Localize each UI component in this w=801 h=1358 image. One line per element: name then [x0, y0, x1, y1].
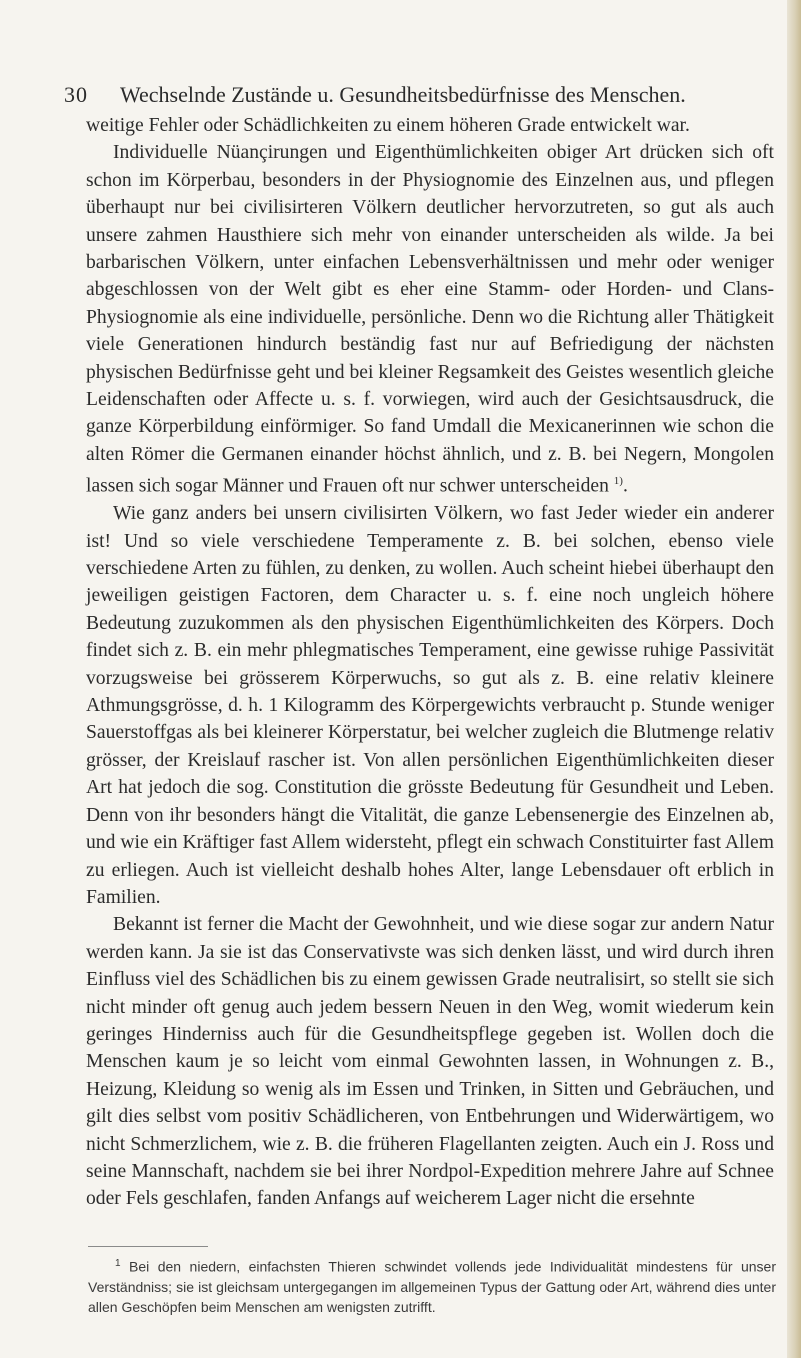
- running-head: Wechselnde Zustände u. Gesundheitsbedürfnisse des Menschen.: [120, 82, 686, 107]
- page-edge-shadow: [787, 0, 801, 1358]
- paragraph-text: Individuelle Nüançirungen und Eigenthümlichkeiten obiger Art drücken sich oft schon im Körperbau, besonders in der Physiognomie des Einzelnen aus, und pflegen überhaupt nur bei civilisirteren Völkern deutlicher hervorzutreten, so gut als auch unsere zahmen Hausthiere sich mehr von einander unterscheiden als wilde. Ja bei barbarischen Völkern, unter einfachen Lebensverhältnissen und mehr oder weniger abgeschlossen von der Welt gibt es eher eine Stamm- oder Horden- und Clans-Physiognomie als eine individuelle, persönliche. Denn wo die Richtung aller Thätigkeit viele Generationen hindurch beständig fast nur auf Befriedigung der nächsten physischen Bedürfnisse geht und bei kleiner Regsamkeit des Geistes wesentlich gleiche Leidenschaften oder Affecte u. s. f. vorwiegen, wird auch der Gesichtsausdruck, die ganze Körperbildung einförmiger. So fand Umdall die Mexicanerinnen wie schon die alten Römer die Germanen einander höchst ähnlich, und z. B. bei Negern, Mongolen lassen sich sogar Männer und Frauen oft nur schwer unterscheiden: [86, 142, 774, 497]
- footnote-text: Bei den niedern, einfachsten Thieren schwindet vollends jede Individualität mindestens für unser Verständniss; sie ist gleichsam untergegangen im allgemeinen Typus der Gattung oder Art, während dies unter allen Geschöpfen beim Menschen am wenigsten zutrifft.: [88, 1258, 776, 1315]
- body-text: [86, 112, 774, 1213]
- paragraph: [86, 139, 774, 500]
- paragraph-continuation: weitige Fehler oder Schädlichkeiten zu einem höheren Grade entwickelt war.: [86, 115, 690, 136]
- footnote-mark: 1: [115, 1258, 121, 1269]
- period: .: [622, 475, 628, 497]
- footnote-reference: 1): [613, 475, 623, 488]
- footnote-divider: [88, 1246, 208, 1247]
- footnotes: [88, 1254, 776, 1317]
- page-number: 30: [64, 82, 88, 107]
- paragraph: Wie ganz anders bei unsern civilisirten Völkern, wo fast Jeder wieder ein anderer ist! Und so viele verschiedene Temperamente z. B. bei solchen, ebenso viele verschiedene Arten zu fühlen, zu denken, zu wollen. Auch scheint hiebei überhaupt den jeweiligen geistigen Factoren, dem Character u. s. f. eine noch ungleich höhere Bedeutung zuzukommen als den physischen Eigenthümlichkeiten des Körpers. Doch findet sich z. B. ein mehr phlegmatisches Temperament, eine gewisse ruhige Passivität vorzugsweise bei grösserem Körperwuchs, so gut als z. B. eine relativ kleinere Athmungsgrösse, d. h. 1 Kilogramm des Körpergewichts verbraucht p. Stunde weniger Sauerstoffgas als bei kleinerer Körperstatur, bei welcher zugleich die Blutmenge relativ grösser, der Kreislauf rascher ist. Von allen persönlichen Eigenthümlichkeiten dieser Art hat jedoch die sog. Constitution die grösste Bedeutung für Gesundheit und Leben. Denn von ihr besonders hängt die Vitalität, die ganze Lebensenergie des Einzelnen ab, und wie ein Kräftiger fast Allem widersteht, pflegt ein schwach Constituirter fast Allem zu erliegen. Auch ist vielleicht deshalb hohes Alter, lange Lebensdauer oft erblich in Familien.: [86, 503, 774, 908]
- page-header: [64, 76, 754, 110]
- paragraph: Bekannt ist ferner die Macht der Gewohnheit, und wie diese sogar zur andern Natur werden kann. Ja sie ist das Conservativste was sich denken lässt, und wird durch ihren Einfluss viel des Schädlichen bis zu einem gewissen Grade neutralisirt, so stellt sie sich nicht minder oft genug auch jedem bessern Neuen in den Weg, womit wiederum kein geringes Hinderniss auch für die Gesundheitspflege gegeben ist. Wollen doch die Menschen kaum je so leicht vom einmal Gewohnten lassen, in Wohnungen z. B., Heizung, Kleidung so wenig als im Essen und Trinken, in Sitten und Gebräuchen, und gilt dies selbst vom positiv Schädlicheren, von Entbehrungen und Widerwärtigem, wo nicht Schmerzlichem, wie z. B. die früheren Flagellanten zeigten. Auch ein J. Ross und seine Mannschaft, nachdem sie bei ihrer Nordpol-Expedition mehrere Jahre auf Schnee oder Fels geschlafen, fanden Anfangs auf weicherem Lager nicht die ersehnte: [86, 914, 774, 1210]
- footnote: [88, 1254, 776, 1317]
